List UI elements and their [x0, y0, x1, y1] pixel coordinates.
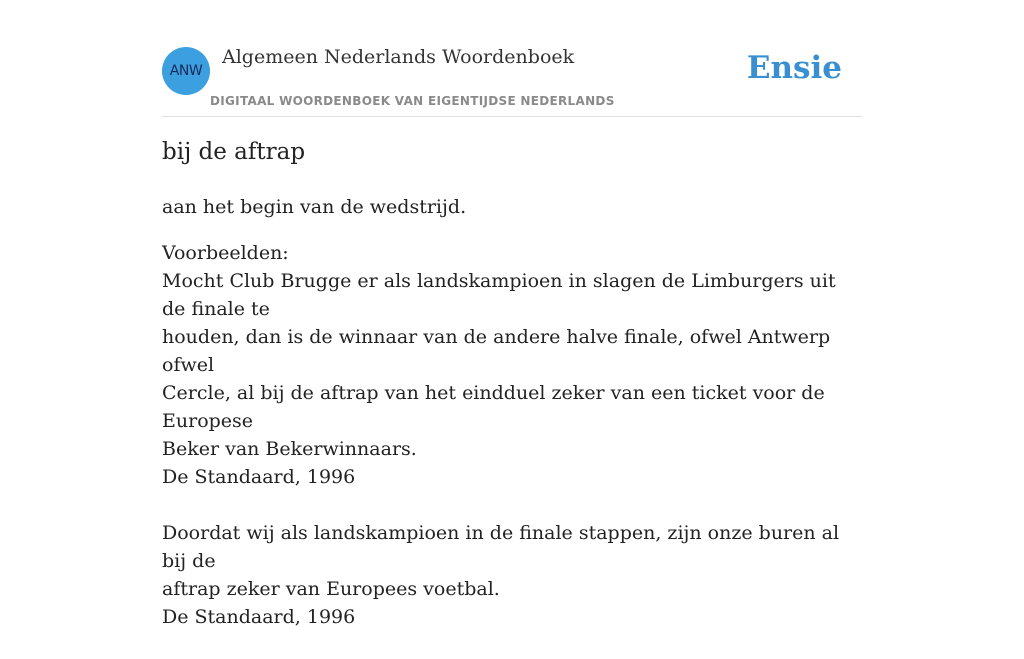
anw-logo[interactable]: ANW [162, 47, 210, 95]
example-line: aftrap zeker van Europees voetbal. [162, 578, 500, 600]
example-source: De Standaard, 1996 [162, 466, 356, 488]
site-subtitle: DIGITAAL WOORDENBOEK VAN EIGENTIJDSE NEDERLANDS [210, 94, 615, 108]
example-source: De Standaard, 1996 [162, 606, 356, 628]
example-item [162, 519, 862, 631]
example-item [162, 267, 862, 491]
site-title[interactable]: Algemeen Nederlands Woordenboek [222, 46, 575, 68]
page-container [162, 0, 862, 628]
entry-definition: aan het begin van de wedstrijd. [162, 196, 467, 218]
entry-title: bij de aftrap [162, 139, 306, 165]
example-line: houden, dan is de winnaar van de andere halve finale, ofwel Antwerp ofwel [162, 326, 831, 376]
example-line: Beker van Bekerwinnaars. [162, 438, 417, 460]
ensie-brand-logo[interactable]: Ensie [746, 50, 842, 86]
examples-section [162, 239, 862, 659]
example-line: Cercle, al bij de aftrap van het eindduel zeker van een ticket voor de Europese [162, 382, 825, 432]
example-line: Mocht Club Brugge er als landskampioen in slagen de Limburgers uit de finale te [162, 270, 836, 320]
examples-label: Voorbeelden: [162, 242, 289, 264]
site-header [162, 0, 862, 117]
example-line: Doordat wij als landskampioen in de finale stappen, zijn onze buren al bij de [162, 522, 840, 572]
